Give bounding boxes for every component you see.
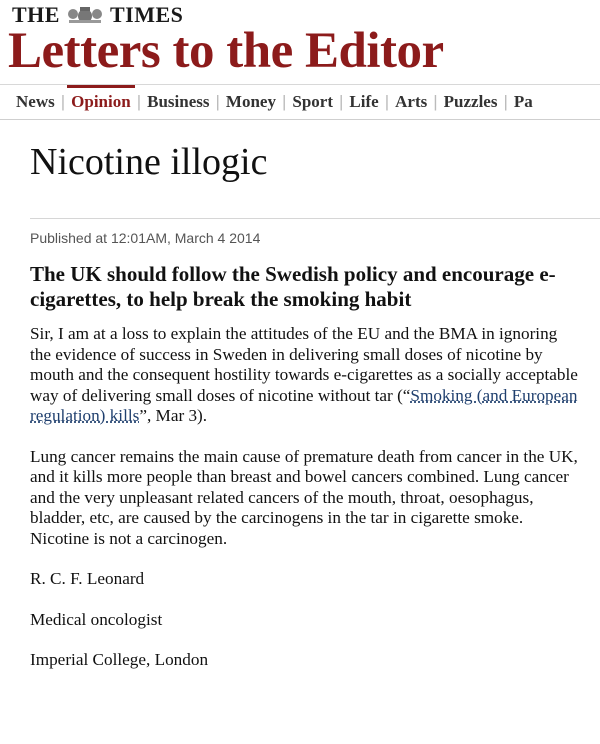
nav-item-money[interactable]: Money <box>225 92 276 111</box>
section-title[interactable]: Letters to the Editor <box>8 23 444 79</box>
nav-separator: | <box>433 92 438 111</box>
nav-separator: | <box>384 92 390 111</box>
nav-separator: | <box>136 92 142 111</box>
nav-item-life[interactable]: Life <box>349 92 379 111</box>
nav-item-news[interactable]: News <box>16 92 55 111</box>
nav-separator: | <box>281 92 287 111</box>
article-headline: Nicotine illogic <box>30 141 268 183</box>
masthead-times: TIMES <box>109 2 184 27</box>
article-standfirst: The UK should follow the Swedish policy and encourage e-cigarettes, to help break the smoking habit <box>30 262 556 311</box>
nav-separator: | <box>215 92 220 111</box>
divider <box>30 218 600 219</box>
paragraph-1-text: Sir, I am at a loss to explain the attitudes of the EU and the BMA in ignoring the evidence of success in Sweden in delivering small doses of nicotine by mouth and the consequent hostility towards e-cigarettes as a socially acceptable way of delivering small doses of nicotine without tar (“ <box>30 324 578 405</box>
published-timestamp: Published at 12:01AM, March 4 2014 <box>30 230 261 246</box>
nav-item-business[interactable]: Business <box>147 92 210 111</box>
paragraph-2: Lung cancer remains the main cause of premature death from cancer in the UK, and it kills more people than breast and bowel cancers combined. Lung cancer and the very unpleasant related cancers of the mouth, throat, oesophagus, bladder, etc, are caused by the carcinogens in the tar in cigarette smoke. Nicotine is not a carcinogen. <box>30 446 578 548</box>
signature-name: R. C. F. Leonard <box>30 569 145 588</box>
masthead-the: THE <box>12 2 60 27</box>
nav-item-sport[interactable]: Sport <box>292 92 333 111</box>
paragraph-1 <box>30 324 582 427</box>
nav-item-opinion[interactable]: Opinion <box>65 85 137 119</box>
nav-separator: | <box>60 92 66 111</box>
related-article-link[interactable]: Smoking (and European regulation) kills <box>30 385 578 425</box>
nav-item-puzzles[interactable]: Puzzles <box>443 92 498 111</box>
signature-title: Medical oncologist <box>30 609 163 629</box>
nav-separator: | <box>339 92 344 111</box>
nav-separator: | <box>503 92 508 111</box>
paragraph-1-tail: ”, Mar 3). <box>139 406 208 425</box>
nav-item-arts[interactable]: Arts <box>395 92 428 111</box>
section-nav <box>0 84 600 120</box>
nav-item-pa[interactable]: Pa <box>513 92 533 111</box>
article-body <box>30 324 582 691</box>
signature-place: Imperial College, London <box>30 650 209 669</box>
